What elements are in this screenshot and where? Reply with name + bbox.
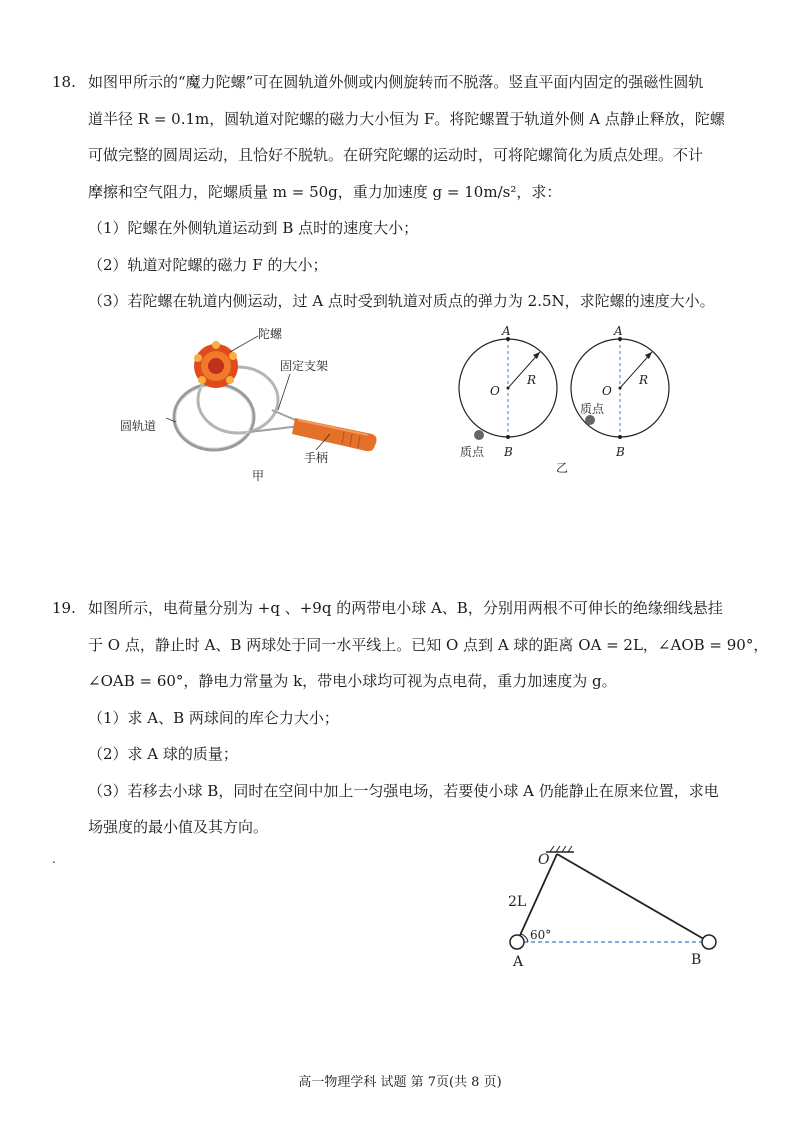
caption-yi: 乙: [556, 461, 569, 475]
q19-sub-2: （2）求 A 球的质量；: [88, 745, 238, 763]
q18-text-2: 道半径 R = 0.1m，圆轨道对陀螺的磁力大小恒为 F。将陀螺置于轨道外侧 A 点静止释放，陀螺: [88, 109, 725, 128]
label-60: 60°: [530, 928, 552, 942]
caption-jia: 甲: [252, 469, 265, 482]
label-2L: 2L: [508, 894, 527, 910]
svg-text:B: B: [504, 445, 513, 459]
q18-text-4: 摩擦和空气阻力，陀螺质量 m = 50g，重力加速度 g = 10m/s²，求：: [88, 182, 562, 201]
label-track: 圆轨道: [120, 419, 157, 433]
q19-text-1: 如图所示，电荷量分别为 +q 、+9q 的两带电小球 A、B，分别用两根不可伸长的绝缘细线悬挂: [88, 599, 723, 617]
label-bracket: 固定支架: [280, 359, 329, 373]
q19-sub-3b: 场强度的最小值及其方向。: [88, 818, 269, 836]
svg-text:B: B: [616, 445, 625, 459]
q18-line-1: [52, 72, 752, 93]
circle-inner-case: [571, 324, 669, 459]
q19-sub-1: （1）求 A、B 两球间的库仑力大小；: [88, 708, 339, 727]
question-18: [52, 72, 752, 328]
svg-text:A: A: [614, 324, 623, 338]
gyro-icon: [194, 341, 238, 388]
q19-text-3: ∠OAB = 60°，静电力常量为 k，带电小球均可视为点电荷，重力加速度为 g。: [88, 672, 617, 690]
q18-text-3: 可做完整的圆周运动，且恰好不脱轨。在研究陀螺的运动时，可将陀螺简化为质点处理。不计: [88, 146, 704, 164]
particle-inner: [585, 415, 595, 425]
ball-B: [702, 935, 716, 949]
page-footer: 高一物理学科 试题 第 7页(共 8 页): [298, 1075, 502, 1090]
svg-text:O: O: [490, 384, 500, 398]
figure-jia: [120, 322, 390, 482]
label-particle-outer: 质点: [460, 445, 485, 459]
ball-A: [510, 935, 524, 949]
label-A: A: [513, 954, 524, 970]
label-handle: 手柄: [304, 451, 329, 465]
q19-number: 19.: [52, 599, 76, 617]
q18-number: 18.: [52, 73, 76, 91]
q18-text-1: 如图甲所示的“魔力陀螺”可在圆轨道外侧或内侧旋转而不脱落。竖直平面内固定的强磁性圆轨: [88, 73, 704, 91]
particle-outer: [474, 430, 484, 440]
track-ring-left: [174, 384, 254, 450]
label-O: O: [538, 852, 550, 868]
q18-sub-2: （2）轨道对陀螺的磁力 F 的大小；: [88, 255, 328, 274]
question-19: [52, 598, 769, 854]
q18-sub-3: （3）若陀螺在轨道内侧运动，过 A 点时受到轨道对质点的弹力为 2.5N，求陀螺的速度大小。: [88, 292, 715, 310]
string-OB: [557, 854, 709, 942]
q19-line-1: [52, 598, 752, 619]
ceiling-support-icon: [546, 846, 574, 852]
handle-icon: [292, 418, 377, 451]
svg-text:O: O: [602, 384, 612, 398]
label-B: B: [691, 952, 702, 968]
figure-yi: [440, 322, 680, 477]
svg-text:R: R: [639, 373, 649, 387]
figure-q19: [500, 842, 730, 972]
label-particle-inner: 质点: [580, 402, 605, 416]
q19-text-2: 于 O 点，静止时 A、B 两球处于同一水平线上。已知 O 点到 A 球的距离 OA = 2L，∠AOB = 90°，: [88, 635, 769, 654]
svg-text:R: R: [527, 373, 537, 387]
svg-text:A: A: [502, 324, 511, 338]
label-gyro: 陀螺: [258, 327, 283, 341]
stray-dot: .: [52, 852, 56, 866]
circle-outer-case: [459, 324, 557, 459]
q18-sub-1: （1）陀螺在外侧轨道运动到 B 点时的速度大小；: [88, 219, 419, 237]
q19-sub-3a: （3）若移去小球 B，同时在空间中加上一匀强电场，若要使小球 A 仍能静止在原来位置，求电: [88, 781, 719, 800]
